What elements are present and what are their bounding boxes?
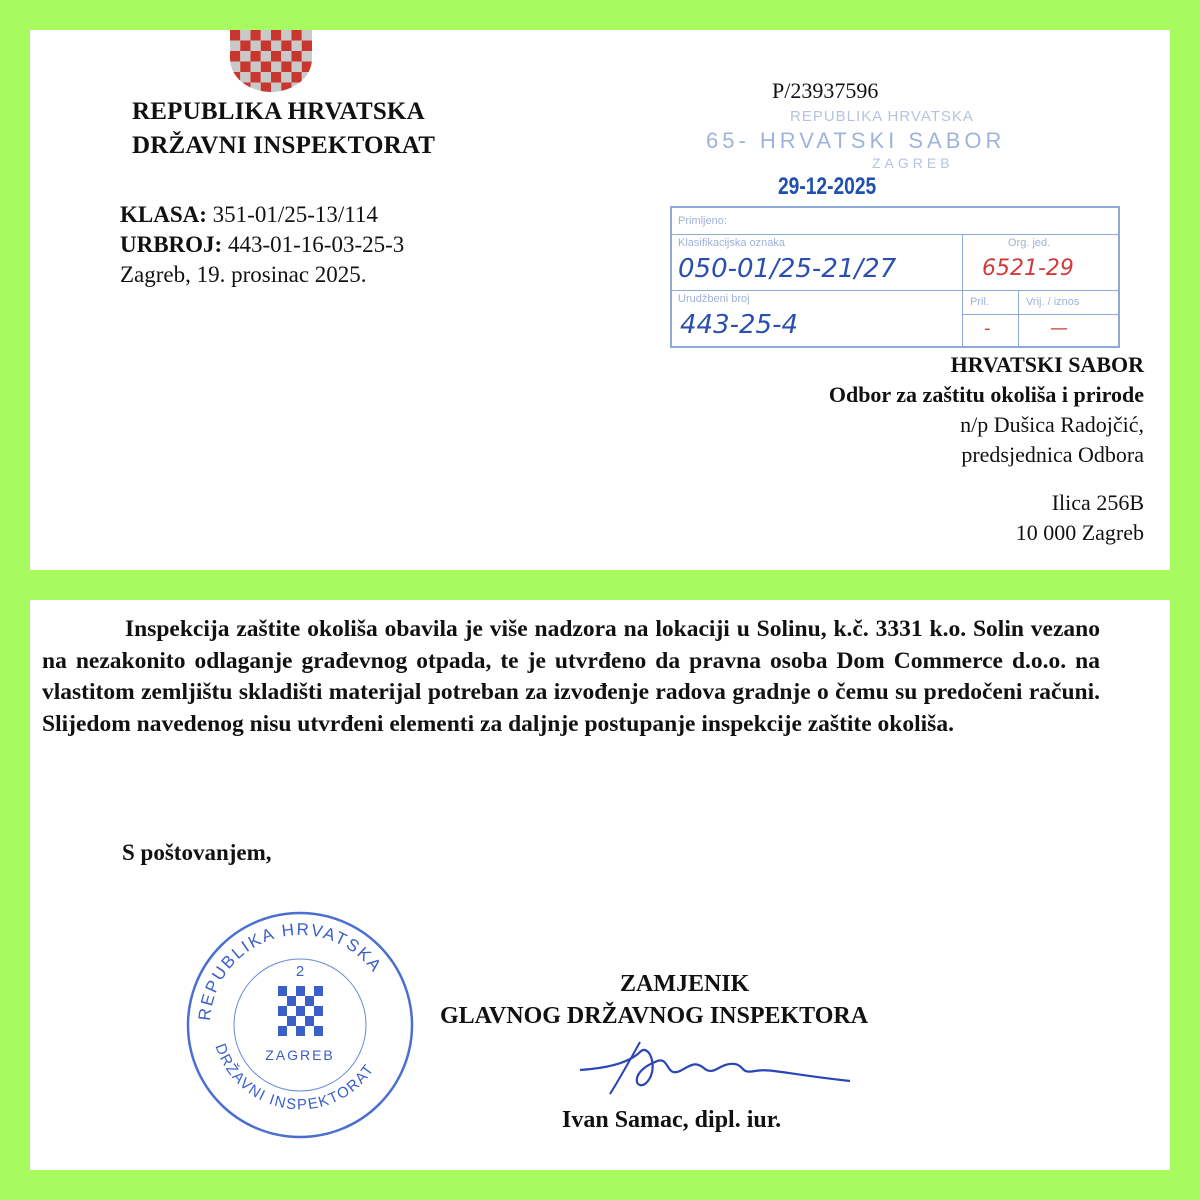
recipient-attention: n/p Dušica Radojčić, bbox=[960, 412, 1144, 437]
seal-shield-square bbox=[278, 996, 287, 1006]
shield-square bbox=[251, 72, 261, 83]
seal-shield-square bbox=[314, 996, 323, 1006]
shield-square bbox=[271, 51, 281, 62]
shield-square bbox=[240, 41, 250, 52]
received-date: 29-12-2025 bbox=[778, 173, 877, 200]
signatory-name: Ivan Samac, dipl. iur. bbox=[562, 1107, 782, 1133]
shield-square bbox=[292, 83, 302, 93]
seal-shield-square bbox=[314, 1026, 323, 1036]
shield-square bbox=[261, 30, 271, 41]
institution-heading: DRŽAVNI INSPEKTORAT bbox=[132, 132, 436, 159]
klasa-label: KLASA: bbox=[120, 202, 207, 227]
seal-number: 2 bbox=[295, 963, 305, 980]
label-pril: Pril. bbox=[970, 296, 989, 308]
seal-shield-square bbox=[305, 996, 314, 1006]
shield-square bbox=[271, 83, 281, 93]
seal-shield-square bbox=[287, 1026, 296, 1036]
stamp-divider bbox=[962, 314, 1118, 315]
seal-city: ZAGREB bbox=[265, 1047, 335, 1063]
signature-title1: ZAMJENIK bbox=[620, 971, 750, 997]
shield-square bbox=[271, 41, 281, 52]
shield-square bbox=[230, 72, 240, 83]
seal-shield-square bbox=[287, 986, 296, 996]
seal-shield-square bbox=[296, 1026, 305, 1036]
seal-shield-square bbox=[305, 1016, 314, 1026]
shield-square bbox=[230, 62, 240, 73]
shield-square bbox=[292, 62, 302, 73]
seal-shield-square bbox=[278, 1006, 287, 1016]
shield-square bbox=[240, 62, 250, 73]
seal-shield-square bbox=[296, 1006, 305, 1016]
shield-square bbox=[302, 30, 312, 41]
seal-shield-square bbox=[278, 1016, 287, 1026]
stamp-line2: 65- HRVATSKI SABOR bbox=[706, 128, 1006, 153]
signature-title2: GLAVNOG DRŽAVNOG INSPEKTORA bbox=[440, 1003, 869, 1029]
official-seal-icon bbox=[180, 900, 420, 1150]
shield-square bbox=[251, 83, 261, 93]
recipient-committee: Odbor za zaštitu okoliša i prirode bbox=[828, 382, 1144, 407]
seal-shield-square bbox=[278, 986, 287, 996]
seal-shield-square bbox=[314, 986, 323, 996]
seal-shield-square bbox=[287, 996, 296, 1006]
shield-square bbox=[251, 51, 261, 62]
stamp-divider bbox=[962, 290, 1118, 291]
shield-square bbox=[261, 72, 271, 83]
seal-shield-square bbox=[305, 1026, 314, 1036]
shield-square bbox=[251, 62, 261, 73]
shield-square bbox=[302, 62, 312, 73]
recipient-name: HRVATSKI SABOR bbox=[950, 352, 1144, 377]
stamp-line3: ZAGREB bbox=[872, 155, 954, 171]
shield-square bbox=[281, 72, 291, 83]
shield-square bbox=[240, 51, 250, 62]
letter-header-panel bbox=[30, 30, 1170, 570]
seal-top-text: REPUBLIKA HRVATSKA bbox=[194, 919, 387, 1022]
stamp-divider bbox=[672, 290, 962, 291]
shield-square bbox=[251, 30, 261, 41]
handwritten-signature-icon bbox=[570, 1036, 860, 1098]
shield-square bbox=[230, 30, 240, 41]
pril-value: - bbox=[984, 318, 991, 339]
reference-number: P/23937596 bbox=[772, 78, 879, 103]
seal-shield-square bbox=[305, 986, 314, 996]
urbroj-value: 443-01-16-03-25-3 bbox=[227, 232, 405, 257]
letter-body-panel bbox=[30, 600, 1170, 1170]
label-reg: Urudžbeni broj bbox=[678, 293, 750, 305]
stamp-divider bbox=[672, 234, 1118, 235]
shield-square bbox=[281, 41, 291, 52]
closing: S poštovanjem, bbox=[122, 840, 272, 865]
place-date: Zagreb, 19. prosinac 2025. bbox=[120, 262, 367, 287]
seal-bottom-text: DRŽAVNI INSPEKTORAT bbox=[211, 1041, 378, 1114]
shield-square bbox=[261, 83, 271, 93]
class-value: 050-01/25-21/27 bbox=[678, 254, 897, 284]
shield-square bbox=[281, 30, 291, 41]
shield-square bbox=[271, 62, 281, 73]
shield-square bbox=[281, 62, 291, 73]
shield-square bbox=[302, 41, 312, 52]
recipient-city: 10 000 Zagreb bbox=[1015, 520, 1144, 545]
shield-square bbox=[230, 41, 240, 52]
shield-square bbox=[292, 41, 302, 52]
seal-shield-square bbox=[296, 986, 305, 996]
vrij-value: — bbox=[1050, 318, 1068, 339]
shield-square bbox=[271, 30, 281, 41]
seal-shield-square bbox=[296, 996, 305, 1006]
coat-of-arms-icon bbox=[228, 30, 314, 92]
shield-square bbox=[251, 41, 261, 52]
shield-square bbox=[240, 83, 250, 93]
seal-shield-square bbox=[305, 1006, 314, 1016]
label-value: Vrij. / iznos bbox=[1026, 296, 1080, 308]
shield-square bbox=[230, 51, 240, 62]
seal-shield-square bbox=[287, 1006, 296, 1016]
urbroj-label: URBROJ: bbox=[120, 232, 223, 257]
shield-square bbox=[292, 51, 302, 62]
seal-shield-square bbox=[287, 1016, 296, 1026]
shield-square bbox=[240, 30, 250, 41]
shield-square bbox=[261, 51, 271, 62]
label-class: Klasifikacijska oznaka bbox=[678, 237, 785, 249]
klasa-line bbox=[120, 202, 378, 228]
org-value: 6521-29 bbox=[982, 256, 1074, 281]
body-paragraph: Inspekcija zaštite okoliša obavila je više nadzora na lokaciji u Solinu, k.č. 3331 k.o. Solin vezano na nezakonito odlaganje građevnog otpada, te je utvrđeno da pravna osoba Dom Commerce d.o.o. na vlastitom zemljištu skladišti materijal potreban za izvođenje radova gradnje o čemu su predočeni računi. Slijedom navedenog nisu utvrđeni elementi za daljnje postupanje inspekcije zaštite okoliša. bbox=[42, 616, 1100, 737]
reg-value: 443-25-4 bbox=[680, 310, 799, 340]
shield-square bbox=[261, 41, 271, 52]
urbroj-line bbox=[120, 232, 404, 258]
seal-shield-square bbox=[314, 1006, 323, 1016]
shield-square bbox=[281, 51, 291, 62]
seal-shield-square bbox=[314, 1016, 323, 1026]
stamp-divider bbox=[1018, 290, 1019, 346]
shield-square bbox=[271, 72, 281, 83]
klasa-value: 351-01/25-13/114 bbox=[212, 202, 378, 227]
shield-square bbox=[302, 72, 312, 83]
shield-square bbox=[230, 83, 240, 93]
shield-square bbox=[240, 72, 250, 83]
shield-square bbox=[261, 62, 271, 73]
seal-shield-square bbox=[278, 1026, 287, 1036]
shield-square bbox=[302, 51, 312, 62]
shield-square bbox=[292, 72, 302, 83]
shield-square bbox=[292, 30, 302, 41]
seal-coat-of-arms-icon bbox=[278, 986, 323, 1036]
recipient-role: predsjednica Odbora bbox=[961, 442, 1144, 467]
recipient-street: Ilica 256B bbox=[1051, 490, 1144, 515]
label-received: Primljeno: bbox=[678, 215, 727, 227]
seal-shield-square bbox=[296, 1016, 305, 1026]
label-org: Org. jed. bbox=[1008, 237, 1051, 249]
shield-square bbox=[302, 83, 312, 93]
stamp-line1: REPUBLIKA HRVATSKA bbox=[790, 108, 974, 125]
shield-square bbox=[281, 83, 291, 93]
country-heading: REPUBLIKA HRVATSKA bbox=[132, 98, 425, 125]
receipt-stamp-box bbox=[670, 206, 1120, 348]
